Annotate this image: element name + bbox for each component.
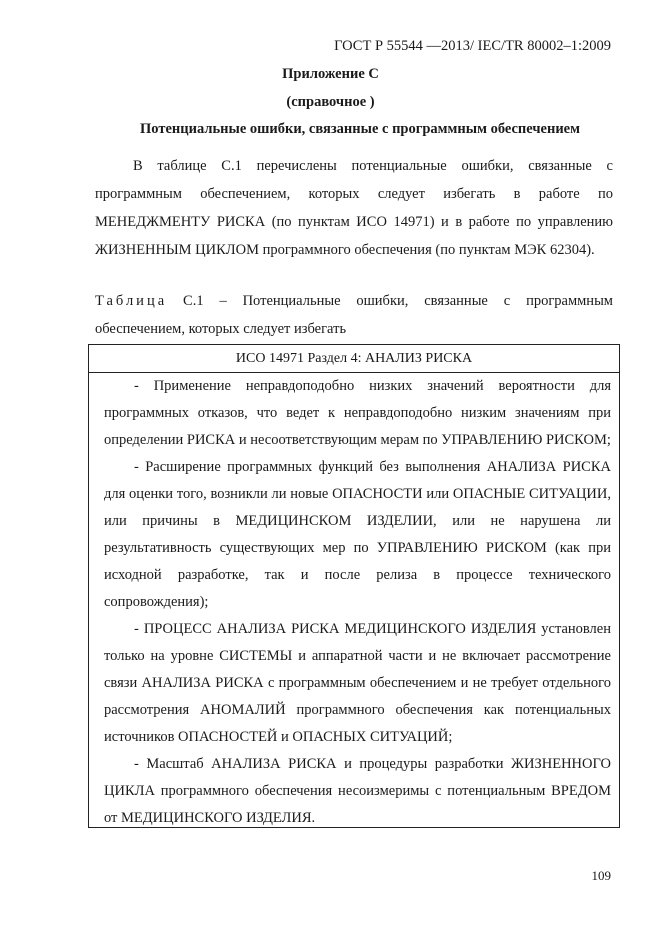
errors-table — [88, 344, 620, 828]
table-item: - ПРОЦЕСС АНАЛИЗА РИСКА МЕДИЦИНСКОГО ИЗДЕЛИЯ установлен только на уровне СИСТЕМЫ и аппаратной части и не включает рассмотрение связи АНАЛИЗА РИСКА с программным обеспечением и не требует отдельного рассмотрения АНОМАЛИЙ программного обеспечения как потенциальных источников ОПАСНОСТЕЙ и ОПАСНЫХ СИТУАЦИЙ; — [104, 621, 611, 745]
table-item: - Масштаб АНАЛИЗА РИСКА и процедуры разработки ЖИЗНЕННОГО ЦИКЛА программного обеспечения несоизмеримы с потенциальным ВРЕДОМ от МЕДИЦИНСКОГО ИЗДЕЛИЯ. — [104, 756, 611, 826]
table-item: - Расширение программных функций без выполнения АНАЛИЗА РИСКА для оценки того, возникли ли новые ОПАСНОСТИ или ОПАСНЫЕ СИТУАЦИИ, или причины в МЕДИЦИНСКОМ ИЗДЕЛИИ, или не нарушена ли результативность существующих мер по УПРАВЛЕНИЮ РИСКОМ (как при исходной разработке, так и после релиза в процессе технического сопровождения); — [104, 459, 611, 610]
document-header: ГОСТ Р 55544 —2013/ IEC/TR 80002–1:2009 — [334, 38, 611, 54]
appendix-note: (справочное ) — [286, 94, 375, 110]
intro-paragraph: В таблице С.1 перечислены потенциальные ошибки, связанные с программным обеспечением, которых следует избегать в работе по МЕНЕДЖМЕНТУ РИСКА (по пунктам ИСО 14971) и в работе по управлению ЖИЗНЕННЫМ ЦИКЛОМ программного обеспечения (по пунктам МЭК 62304). — [95, 158, 613, 258]
table-caption-label: Таблица — [95, 293, 168, 309]
appendix-subtitle: Потенциальные ошибки, связанные с программным обеспечением — [140, 121, 580, 137]
table-caption — [95, 287, 613, 343]
table-header: ИСО 14971 Раздел 4: АНАЛИЗ РИСКА — [89, 345, 619, 373]
table-item: - Применение неправдоподобно низких значений вероятности для программных отказов, что ведет к неправдоподобно низким значениям при определении РИСКА и несоответствующим мерам по УПРАВЛЕНИЮ РИСКОМ; — [104, 378, 611, 448]
table-caption-text: С.1 – Потенциальные ошибки, связанные с программным обеспечением, которых следует избегать — [95, 293, 613, 337]
page-number: 109 — [591, 868, 611, 883]
table-body — [89, 373, 619, 832]
appendix-title: Приложение С — [282, 66, 379, 82]
